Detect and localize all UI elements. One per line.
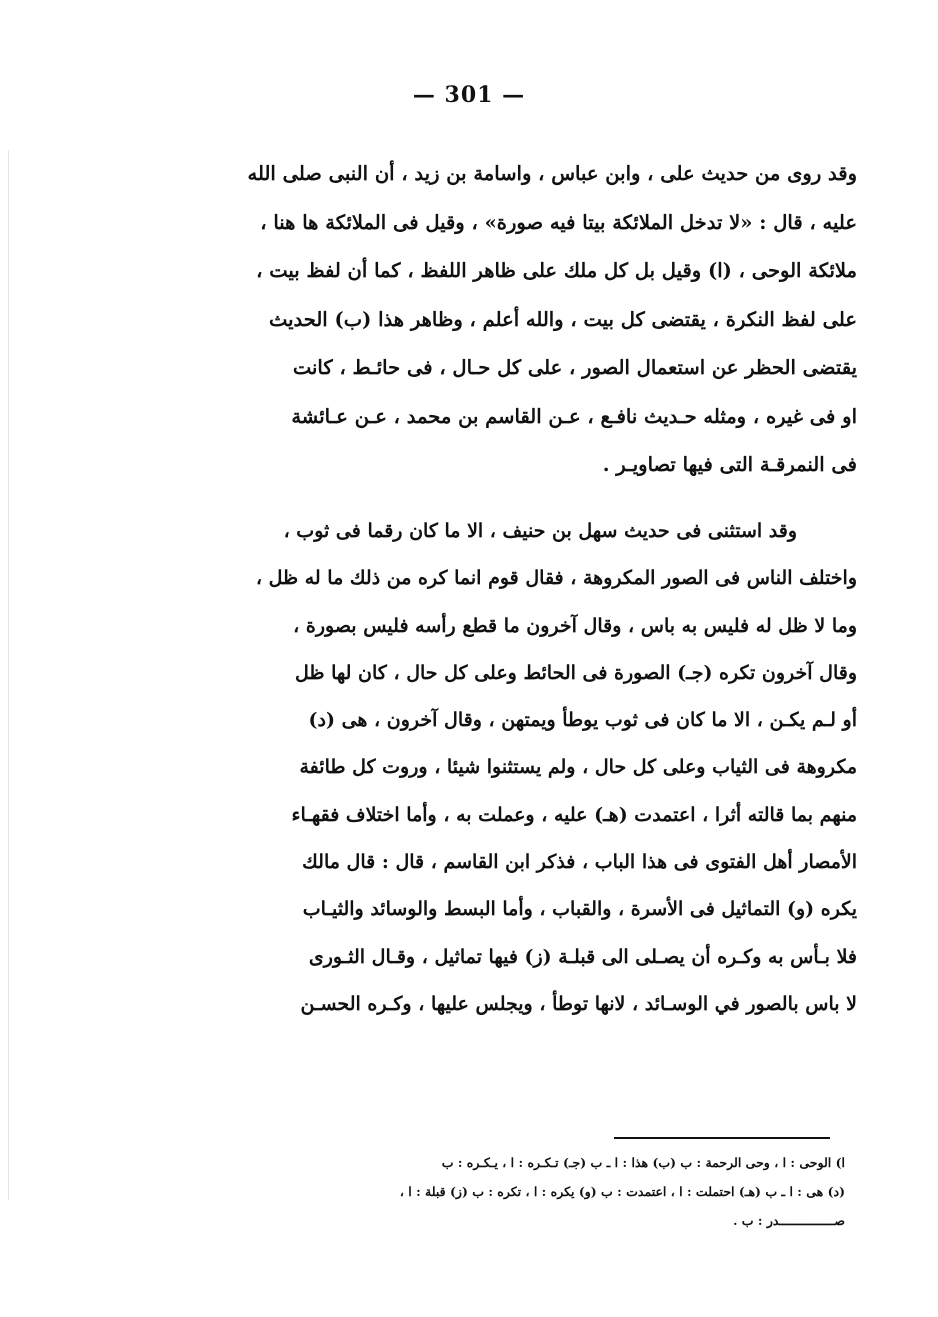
- text-line: وقد استثنى فى حديث سهل بن حنيف ، الا ما كان رقما فى ثوب ،: [283, 520, 797, 542]
- scan-edge-shadow: [8, 150, 9, 1200]
- text-line: منهم بما قالته أثرا ، اعتمدت (هـ) عليه ، وعملت به ، وأما اختلاف فقهـاء: [291, 803, 857, 826]
- text-line: لا باس بالصور في الوسـائد ، لانها توطأ ، ويجلس عليها ، وكـره الحسـن: [300, 992, 857, 1015]
- text-line: فى النمرقـة التى فيها تصاويـر .: [602, 453, 857, 476]
- text-line: وقال آخرون تكره (جـ) الصورة فى الحائط وعلى كل حال ، كان لها ظل: [294, 661, 857, 684]
- page-number: — 301 —: [412, 82, 526, 108]
- paragraph-2: [185, 508, 857, 1028]
- footnote-line: ا) الوحى : ا ، وحى الرحمة : ب (ب) هذا : ا ـ ب (جـ) تـكـره : ا ، يـكـره : ب: [441, 1155, 845, 1170]
- footnote-line: صـــــــــــــــدر : ب .: [733, 1213, 845, 1228]
- footnote-separator: [614, 1137, 830, 1139]
- text-line: الأمصار أهل الفتوى فى هذا الباب ، فذكر ابن القاسم ، قال : قال مالك: [302, 851, 857, 874]
- text-line: او فى غيره ، ومثله حـديث نافـع ، عـن القاسم بن محمد ، عـن عـائشة: [291, 404, 857, 428]
- text-line: مكروهة فى الثياب وعلى كل حال ، ولم يستثنوا شيئا ، وروت كل طائفة: [299, 756, 857, 779]
- text-line: يكره (و) التماثيل فى الأسرة ، والقباب ، وأما البسط والوسائد والثيـاب: [302, 898, 857, 921]
- text-line: أو لـم يكـن ، الا ما كان فى ثوب يوطأ ويمتهن ، وقال آخرون ، هى (د): [308, 709, 857, 732]
- footnote-line: (د) هى : ا ـ ب (هـ) احتملت : ا ، اعتمدت : ب (و) يكره : ا ، تكره : ب (ز) قبلة : ا ،: [399, 1184, 845, 1199]
- text-line: يقتضى الحظر عن استعمال الصور ، على كل حـال ، فى حائـط ، كانت: [292, 356, 857, 379]
- footnotes: [155, 1148, 845, 1235]
- text-line: فلا بـأس به وكـره أن يصـلى الى قبلـة (ز) فيها تماثيل ، وقـال الثـورى: [308, 945, 857, 968]
- text-line: عليه ، قال : «لا تدخل الملائكة بيتا فيه صورة» ، وقيل فى الملائكة ها هنا ،: [260, 210, 857, 234]
- text-line: ملائكة الوحى ، (ا) وقيل بل كل ملك على ظاهر اللفظ ، كما أن لفظ بيت ،: [256, 259, 857, 282]
- text-line: على لفظ النكرة ، يقتضى كل بيت ، والله أعلم ، وظاهر هذا (ب) الحديث: [268, 307, 857, 331]
- text-line: وقد روى من حديث على ، وابن عباس ، واسامة بن زيد ، أن النبى صلى الله: [247, 162, 857, 185]
- text-line: وما لا ظل له فليس به باس ، وقال آخرون ما قطع رأسه فليس بصورة ،: [293, 614, 857, 637]
- paragraph-1: [185, 150, 857, 490]
- text-line: واختلف الناس فى الصور المكروهة ، فقال قوم انما كره من ذلك ما له ظل ،: [255, 567, 857, 590]
